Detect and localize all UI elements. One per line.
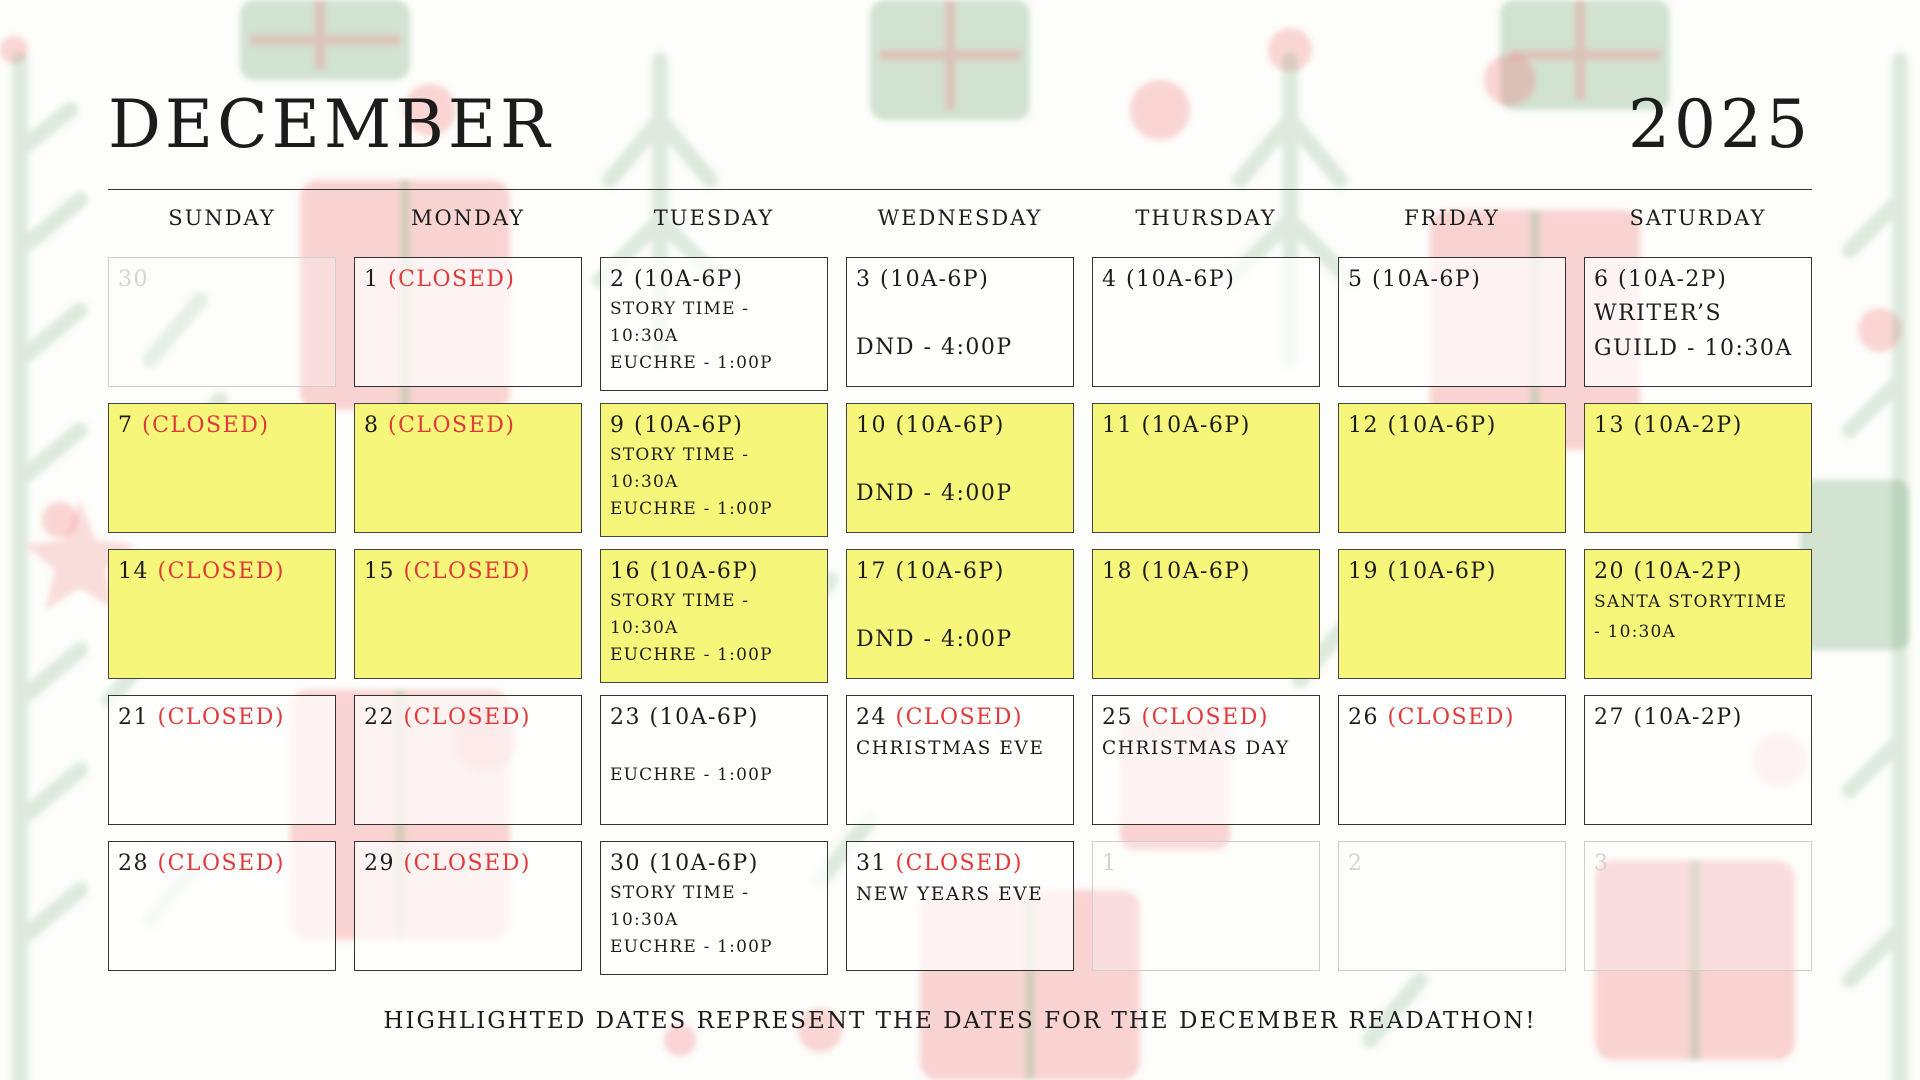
day-heading	[1102, 412, 1313, 440]
calendar-day-cell	[354, 257, 582, 387]
calendar-day-cell	[354, 403, 582, 533]
calendar-grid	[108, 257, 1828, 977]
calendar-day-cell	[1338, 549, 1566, 679]
calendar-day-cell	[600, 403, 828, 537]
day-number: 8	[364, 413, 380, 438]
closed-label: (CLOSED)	[895, 851, 1023, 876]
closed-label: (CLOSED)	[142, 413, 270, 438]
closed-label: (CLOSED)	[157, 559, 285, 584]
day-hours: (10A-6P)	[649, 851, 759, 876]
day-number: 23	[610, 705, 641, 730]
readathon-footer-note: HIGHLIGHTED DATES REPRESENT THE DATES FOR THE DECEMBER READATHON!	[383, 1008, 1537, 1034]
day-heading	[1348, 412, 1559, 440]
day-hours: (10A-6P)	[649, 559, 759, 584]
event-text: 10:30A	[610, 618, 679, 638]
day-number: 1	[364, 267, 380, 292]
closed-label: (CLOSED)	[403, 705, 531, 730]
day-heading	[1348, 266, 1559, 294]
day-heading	[364, 558, 575, 586]
weekday-monday: MONDAY	[410, 206, 526, 230]
day-hours: (10A-6P)	[634, 413, 744, 438]
day-number: 25	[1102, 705, 1133, 730]
day-number: 10	[856, 413, 887, 438]
weekday-header-row	[108, 206, 1812, 236]
day-number: 16	[610, 559, 641, 584]
day-heading	[118, 266, 329, 294]
calendar-day-cell	[846, 257, 1074, 387]
weekday-wednesday: WEDNESDAY	[877, 206, 1043, 230]
day-number: 28	[118, 851, 149, 876]
day-number: 30	[118, 267, 149, 292]
day-hours: (10A-6P)	[1126, 267, 1236, 292]
day-number: 31	[856, 851, 887, 876]
event-text: STORY TIME -	[610, 591, 750, 611]
weekday-tuesday: TUESDAY	[653, 206, 775, 230]
closed-label: (CLOSED)	[403, 851, 531, 876]
calendar-day-cell	[1092, 403, 1320, 533]
closed-label: (CLOSED)	[157, 705, 285, 730]
event-text: WRITER’S	[1594, 301, 1723, 326]
day-heading	[118, 558, 329, 586]
day-heading	[118, 850, 329, 878]
day-number: 22	[364, 705, 395, 730]
day-heading	[1102, 558, 1313, 586]
day-number: 29	[364, 851, 395, 876]
weekday-saturday: SATURDAY	[1629, 206, 1767, 230]
day-heading	[856, 266, 1067, 294]
day-heading	[1594, 850, 1805, 878]
day-hours: (10A-6P)	[1387, 559, 1497, 584]
day-heading	[610, 558, 821, 586]
event-text: 10:30A	[610, 910, 679, 930]
day-heading	[856, 558, 1067, 586]
calendar-day-cell	[1584, 549, 1812, 679]
year-title: 2025	[1628, 86, 1812, 163]
day-number: 24	[856, 705, 887, 730]
event-text: EUCHRE - 1:00P	[610, 499, 773, 519]
calendar-day-cell	[1584, 403, 1812, 533]
day-number: 3	[1594, 851, 1610, 876]
closed-label: (CLOSED)	[403, 559, 531, 584]
event-text: 10:30A	[610, 472, 679, 492]
weekday-friday: FRIDAY	[1404, 206, 1500, 230]
day-number: 1	[1102, 851, 1118, 876]
day-hours: (10A-6P)	[880, 267, 990, 292]
calendar-day-cell	[846, 695, 1074, 825]
event-text: DND - 4:00P	[856, 481, 1013, 506]
day-number: 15	[364, 559, 395, 584]
day-number: 5	[1348, 267, 1364, 292]
day-heading	[1594, 412, 1805, 440]
day-heading	[856, 850, 1067, 878]
event-text: EUCHRE - 1:00P	[610, 645, 773, 665]
day-heading	[364, 266, 575, 294]
calendar-day-cell	[354, 841, 582, 971]
day-number: 14	[118, 559, 149, 584]
day-number: 19	[1348, 559, 1379, 584]
event-text: STORY TIME -	[610, 299, 750, 319]
day-heading	[1348, 704, 1559, 732]
header-divider	[108, 189, 1812, 190]
day-hours: (10A-2P)	[1618, 267, 1728, 292]
day-number: 7	[118, 413, 134, 438]
calendar-day-cell	[600, 695, 828, 825]
day-number: 17	[856, 559, 887, 584]
day-number: 4	[1102, 267, 1118, 292]
calendar-day-cell	[354, 549, 582, 679]
calendar-day-cell	[1338, 257, 1566, 387]
day-heading	[1102, 850, 1313, 878]
day-heading	[610, 266, 821, 294]
day-number: 9	[610, 413, 626, 438]
day-hours: (10A-2P)	[1633, 559, 1743, 584]
day-hours: (10A-6P)	[1141, 413, 1251, 438]
closed-label: (CLOSED)	[388, 267, 516, 292]
calendar-day-cell	[1338, 403, 1566, 533]
calendar-day-cell	[1092, 549, 1320, 679]
event-text: CHRISTMAS EVE	[856, 738, 1045, 759]
day-heading	[1102, 704, 1313, 732]
day-hours: (10A-6P)	[895, 413, 1005, 438]
day-hours: (10A-6P)	[634, 267, 744, 292]
day-number: 18	[1102, 559, 1133, 584]
day-hours: (10A-6P)	[895, 559, 1005, 584]
day-number: 20	[1594, 559, 1625, 584]
day-heading	[118, 412, 329, 440]
event-text: 10:30A	[610, 326, 679, 346]
calendar-day-cell	[108, 549, 336, 679]
weekday-thursday: THURSDAY	[1135, 206, 1277, 230]
calendar-day-cell	[108, 695, 336, 825]
month-title: DECEMBER	[108, 86, 554, 163]
day-heading	[610, 412, 821, 440]
day-hours: (10A-6P)	[1387, 413, 1497, 438]
calendar-day-outside-month	[1092, 841, 1320, 971]
day-number: 21	[118, 705, 149, 730]
day-number: 27	[1594, 705, 1625, 730]
calendar-day-cell	[600, 549, 828, 683]
day-heading	[1594, 704, 1805, 732]
day-number: 13	[1594, 413, 1625, 438]
calendar-day-outside-month	[1338, 841, 1566, 971]
event-text: DND - 4:00P	[856, 335, 1013, 360]
calendar-day-outside-month	[108, 257, 336, 387]
event-text: EUCHRE - 1:00P	[610, 937, 773, 957]
day-heading	[1348, 850, 1559, 878]
day-number: 2	[1348, 851, 1364, 876]
event-text: GUILD - 10:30A	[1594, 336, 1793, 361]
calendar-day-cell	[600, 841, 828, 975]
calendar-day-cell	[1584, 695, 1812, 825]
day-hours: (10A-6P)	[1141, 559, 1251, 584]
calendar-day-cell	[1092, 695, 1320, 825]
day-number: 12	[1348, 413, 1379, 438]
event-text: SANTA STORYTIME	[1594, 592, 1788, 612]
event-text: EUCHRE - 1:00P	[610, 353, 773, 373]
day-number: 11	[1102, 413, 1133, 438]
weekday-sunday: SUNDAY	[168, 206, 276, 230]
closed-label: (CLOSED)	[157, 851, 285, 876]
day-heading	[610, 850, 821, 878]
day-number: 26	[1348, 705, 1379, 730]
day-heading	[364, 704, 575, 732]
day-heading	[1594, 558, 1805, 586]
calendar-day-outside-month	[1584, 841, 1812, 971]
calendar-day-cell	[846, 549, 1074, 679]
day-heading	[118, 704, 329, 732]
calendar-day-cell	[1338, 695, 1566, 825]
day-heading	[364, 412, 575, 440]
day-number: 3	[856, 267, 872, 292]
closed-label: (CLOSED)	[895, 705, 1023, 730]
event-text: - 10:30A	[1594, 622, 1677, 642]
calendar-day-cell	[1584, 257, 1812, 387]
day-heading	[856, 412, 1067, 440]
event-text: DND - 4:00P	[856, 627, 1013, 652]
calendar-day-cell	[108, 403, 336, 533]
day-hours: (10A-2P)	[1633, 413, 1743, 438]
event-text: STORY TIME -	[610, 445, 750, 465]
event-text: EUCHRE - 1:00P	[610, 765, 773, 785]
day-hours: (10A-6P)	[649, 705, 759, 730]
closed-label: (CLOSED)	[388, 413, 516, 438]
day-hours: (10A-2P)	[1633, 705, 1743, 730]
day-heading	[1348, 558, 1559, 586]
day-heading	[1594, 266, 1805, 294]
event-text: CHRISTMAS DAY	[1102, 738, 1290, 759]
day-number: 2	[610, 267, 626, 292]
day-heading	[1102, 266, 1313, 294]
event-text: STORY TIME -	[610, 883, 750, 903]
day-hours: (10A-6P)	[1372, 267, 1482, 292]
day-number: 30	[610, 851, 641, 876]
calendar-day-cell	[846, 841, 1074, 971]
day-heading	[856, 704, 1067, 732]
calendar-day-cell	[1092, 257, 1320, 387]
day-heading	[610, 704, 821, 732]
closed-label: (CLOSED)	[1141, 705, 1269, 730]
day-number: 6	[1594, 267, 1610, 292]
calendar-day-cell	[354, 695, 582, 825]
calendar-day-cell	[108, 841, 336, 971]
calendar-day-cell	[600, 257, 828, 391]
event-text: NEW YEARS EVE	[856, 884, 1044, 905]
day-heading	[364, 850, 575, 878]
closed-label: (CLOSED)	[1387, 705, 1515, 730]
calendar-day-cell	[846, 403, 1074, 533]
